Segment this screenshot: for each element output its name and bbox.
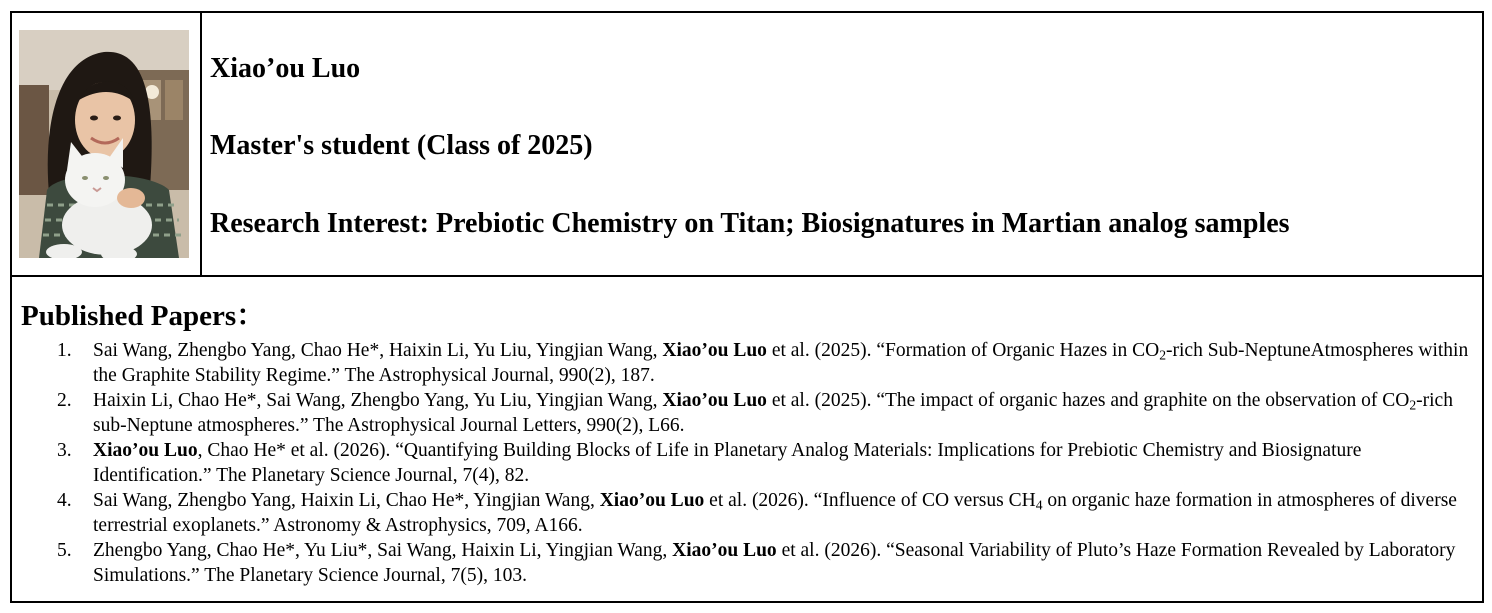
publication-item-5 (12, 538, 1482, 588)
publication-number: 2. (57, 390, 72, 411)
profile-card (10, 11, 1484, 603)
publication-text (93, 490, 1457, 536)
photo-cell (12, 13, 202, 275)
publication-text (93, 340, 1468, 386)
highlighted-author: Xiao’ou Luo (662, 390, 767, 411)
publication-citation: et al. (2026). “Seasonal Variability of Pluto’s Haze Formation Revealed by Laboratory Simulations.” The Planetary Science Journal, 7(5), 103. (93, 540, 1456, 586)
publication-citation-cont: -rich Sub-NeptuneAtmospheres within the Graphite Stability Regime.” The Astrophysical Journal, 990(2), 187. (93, 340, 1469, 386)
research-interest: Research Interest: Prebiotic Chemistry on Titan; Biosignatures in Martian analog samples (210, 208, 1290, 239)
publication-text (93, 540, 1455, 586)
publication-citation: , Chao He* et al. (2026). “Quantifying Building Blocks of Life in Planetary Analog Materials: Implications for Prebiotic Chemistry and Biosignature Identification.” The Planetary Science Journal, 7(4), 82. (93, 440, 1362, 486)
publication-number: 1. (57, 340, 72, 361)
highlighted-author: Xiao’ou Luo (599, 490, 705, 511)
publication-number: 3. (57, 440, 72, 461)
publications-section (12, 277, 1482, 601)
publication-number: 5. (57, 540, 72, 561)
highlighted-author: Xiao’ou Luo (662, 340, 767, 361)
highlighted-author: Xiao’ou Luo (672, 540, 777, 561)
publication-citation: et al. (2025). “The impact of organic hazes and graphite on the observation of CO (766, 390, 1410, 411)
person-name: Xiao’ou Luo (210, 53, 361, 84)
publication-item-2 (12, 388, 1482, 438)
publication-item-4 (12, 488, 1482, 538)
publication-citation: et al. (2025). “Formation of Organic Hazes in CO (766, 340, 1160, 361)
publication-authors: Zhengbo Yang, Chao He*, Yu Liu*, Sai Wang, Haixin Li, Yingjian Wang, (93, 540, 673, 561)
publication-authors: Haixin Li, Chao He*, Sai Wang, Zhengbo Yang, Yu Liu, Yingjian Wang, (93, 390, 663, 411)
publication-authors: Sai Wang, Zhengbo Yang, Chao He*, Haixin Li, Yu Liu, Yingjian Wang, (93, 340, 663, 361)
publication-citation-cont: -rich sub-Neptune atmospheres.” The Astrophysical Journal Letters, 990(2), L66. (93, 390, 1453, 436)
publication-number: 4. (57, 490, 72, 511)
publication-item-3 (12, 438, 1482, 488)
chemical-subscript: 2 (1409, 397, 1417, 413)
publication-citation: et al. (2026). “Influence of CO versus CH (704, 490, 1036, 511)
profile-photo (19, 30, 189, 258)
highlighted-author: Xiao’ou Luo (93, 440, 198, 461)
chemical-subscript: 2 (1159, 347, 1167, 363)
person-position: Master's student (Class of 2025) (210, 130, 593, 161)
chemical-subscript: 4 (1035, 497, 1043, 513)
publication-citation-cont: on organic haze formation in atmospheres of diverse terrestrial exoplanets.” Astronomy & Astrophysics, 709, A166. (93, 490, 1457, 536)
profile-header-row (12, 13, 1482, 277)
publication-text (93, 390, 1453, 436)
publication-authors: Sai Wang, Zhengbo Yang, Haixin Li, Chao He*, Yingjian Wang, (93, 490, 600, 511)
profile-info (210, 13, 1470, 275)
publication-item-1 (12, 338, 1482, 388)
publication-list (12, 338, 1482, 588)
publications-heading: Published Papers： (21, 300, 266, 332)
publication-text (93, 440, 1361, 486)
